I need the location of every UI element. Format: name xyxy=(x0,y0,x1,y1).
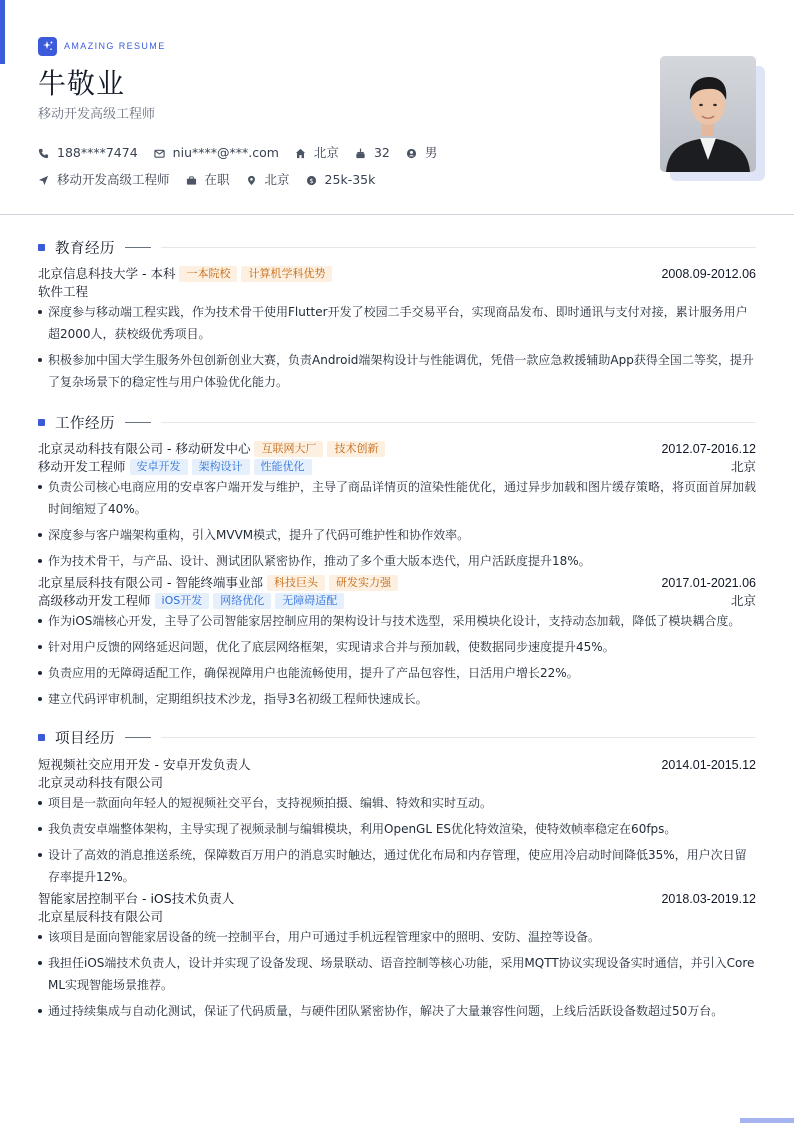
section-education-title xyxy=(38,236,756,258)
skill-tag: 网络优化 xyxy=(213,593,271,609)
user-circle-icon xyxy=(406,148,417,159)
money-icon xyxy=(306,175,317,186)
project-entry-head xyxy=(38,756,756,774)
project-bullets xyxy=(38,926,756,1022)
briefcase-icon xyxy=(186,175,197,186)
education-date: 2008.09-2012.06 xyxy=(661,267,756,281)
brand xyxy=(38,36,758,56)
education-bullets xyxy=(38,301,756,393)
project-name: 智能家居控制平台 - iOS技术负责人 xyxy=(38,891,235,906)
phone-item xyxy=(38,145,138,161)
company-tag: 科技巨头 xyxy=(267,575,325,591)
list-item: 针对用户反馈的网络延迟问题，优化了底层网络框架，实现请求合并与预加载，使数据同步速度提升45%。 xyxy=(38,636,756,658)
project-date: 2014.01-2015.12 xyxy=(661,758,756,772)
job-entry-head xyxy=(38,440,756,458)
list-item: 项目是一款面向年轻人的短视频社交平台，支持视频拍摄、编辑、特效和实时互动。 xyxy=(38,792,756,814)
job-city: 北京 xyxy=(730,459,756,474)
company-name: 北京灵动科技有限公司 - 移动研发中心 xyxy=(38,441,251,456)
list-item: 我负责安卓端整体架构，主导实现了视频录制与编辑模块，利用OpenGL ES优化特效渲染，使特效帧率稳定在60fps。 xyxy=(38,818,756,840)
sparkle-icon xyxy=(38,37,57,56)
school-tag: 计算机学科优势 xyxy=(241,266,332,282)
svg-text:$: $ xyxy=(309,176,314,185)
section-label: 项目经历 xyxy=(55,730,115,747)
job-date: 2012.07-2016.12 xyxy=(661,442,756,456)
skill-tag: 架构设计 xyxy=(192,459,250,475)
major-name: 软件工程 xyxy=(38,284,89,299)
skill-tag: 无障碍适配 xyxy=(275,593,344,609)
status-item xyxy=(186,172,230,188)
section-marker xyxy=(38,734,45,741)
project-name: 短视频社交应用开发 - 安卓开发负责人 xyxy=(38,757,251,772)
gender-item xyxy=(406,145,438,161)
cake-icon xyxy=(355,148,366,159)
gender-text: 男 xyxy=(424,145,438,160)
company-name: 北京星辰科技有限公司 - 智能终端事业部 xyxy=(38,575,263,590)
project-entry-head xyxy=(38,890,756,908)
list-item: 负责应用的无障碍适配工作，确保视障用户也能流畅使用，提升了产品包容性，日活用户增长22%。 xyxy=(38,662,756,684)
status-text: 在职 xyxy=(204,172,230,187)
section-label: 教育经历 xyxy=(55,240,115,257)
project-org: 北京灵动科技有限公司 xyxy=(38,775,164,790)
project-org-row xyxy=(38,908,756,926)
salary-text: 25k-35k xyxy=(324,172,376,187)
phone-icon xyxy=(38,148,49,159)
school-tag: 一本院校 xyxy=(179,266,237,282)
job-role-row xyxy=(38,458,756,476)
avatar xyxy=(660,56,756,172)
brand-text: AMAZING RESUME xyxy=(64,41,166,51)
contact-row xyxy=(38,145,758,161)
job-bullets xyxy=(38,476,756,572)
section-rule-long xyxy=(161,247,756,248)
city-text: 北京 xyxy=(313,145,339,160)
skill-tag: 性能优化 xyxy=(254,459,312,475)
list-item: 设计了高效的消息推送系统，保障数百万用户的消息实时触达，通过优化布局和内存管理，使应用冷启动时间降低35%，用户次日留存率提升12%。 xyxy=(38,844,756,888)
job-bullets xyxy=(38,610,756,710)
list-item: 作为技术骨干，与产品、设计、测试团队紧密协作，推动了多个重大版本迭代，用户活跃度提升18%。 xyxy=(38,550,756,572)
section-rule-short xyxy=(125,247,151,248)
school-name: 北京信息科技大学 - 本科 xyxy=(38,266,176,281)
skill-tag: 安卓开发 xyxy=(130,459,188,475)
salary-item xyxy=(306,172,376,188)
list-item: 我担任iOS端技术负责人，设计并实现了设备发现、场景联动、语音控制等核心功能，采用MQTT协议实现设备实时通信，并引入Core ML实现智能场景推荐。 xyxy=(38,952,756,996)
section-marker xyxy=(38,244,45,251)
list-item: 深度参与客户端架构重构，引入MVVM模式，提升了代码可维护性和协作效率。 xyxy=(38,524,756,546)
project-org: 北京星辰科技有限公司 xyxy=(38,909,164,924)
location-item xyxy=(246,172,290,188)
send-icon xyxy=(38,175,49,186)
email-item xyxy=(154,145,279,161)
list-item: 建立代码评审机制，定期组织技术沙龙，指导3名初级工程师快速成长。 xyxy=(38,688,756,710)
list-item: 深度参与移动端工程实践，作为技术骨干使用Flutter开发了校园二手交易平台，实现商品发布、即时通讯与支付对接，累计服务用户超2000人，获校级优秀项目。 xyxy=(38,301,756,345)
company-tag: 互联网大厂 xyxy=(254,441,323,457)
list-item: 通过持续集成与自动化测试，保证了代码质量，与硬件团队紧密协作，解决了大量兼容性问题，上线后活跃设备数超过50万台。 xyxy=(38,1000,756,1022)
section-work-title xyxy=(38,411,756,433)
job-role-row xyxy=(38,592,756,610)
section-rule-long xyxy=(161,422,756,423)
section-rule-long xyxy=(161,737,756,738)
resume-body xyxy=(38,236,756,1022)
list-item: 作为iOS端核心开发，主导了公司智能家居控制应用的架构设计与技术选型，采用模块化设计，支持动态加载，降低了模块耦合度。 xyxy=(38,610,756,632)
city-item xyxy=(295,145,339,161)
section-rule-short xyxy=(125,422,151,423)
section-marker xyxy=(38,419,45,426)
job-entry xyxy=(38,574,756,710)
job-entry xyxy=(38,440,756,572)
home-icon xyxy=(295,148,306,159)
list-item: 负责公司核心电商应用的安卓客户端开发与维护，主导了商品详情页的渲染性能优化，通过异步加载和图片缓存策略，将页面首屏加载时间缩短了40%。 xyxy=(38,476,756,520)
position-text: 移动开发高级工程师 xyxy=(57,172,170,187)
position-item xyxy=(38,172,170,188)
map-pin-icon xyxy=(246,175,257,186)
age-item xyxy=(355,145,390,161)
role-name: 移动开发工程师 xyxy=(38,459,126,474)
header-divider xyxy=(0,214,794,215)
company-tag: 技术创新 xyxy=(327,441,385,457)
job-entry-head xyxy=(38,574,756,592)
location-text: 北京 xyxy=(264,172,290,187)
phone-text: 188****7474 xyxy=(57,145,138,160)
project-bullets xyxy=(38,792,756,888)
bottom-accent-bar xyxy=(740,1118,794,1123)
section-label: 工作经历 xyxy=(55,415,115,432)
project-entry xyxy=(38,890,756,1022)
section-projects-title xyxy=(38,726,756,748)
list-item: 该项目是面向智能家居设备的统一控制平台，用户可通过手机远程管理家中的照明、安防、温控等设备。 xyxy=(38,926,756,948)
role-name: 高级移动开发工程师 xyxy=(38,593,151,608)
job-intent-row xyxy=(38,172,758,188)
job-date: 2017.01-2021.06 xyxy=(661,576,756,590)
resume-header xyxy=(38,36,758,188)
email-text: niu****@***.com xyxy=(172,145,279,160)
age-text: 32 xyxy=(373,145,390,160)
skill-tag: iOS开发 xyxy=(155,593,210,609)
profile-photo xyxy=(660,56,766,182)
project-date: 2018.03-2019.12 xyxy=(661,892,756,906)
candidate-title: 移动开发高级工程师 xyxy=(38,107,156,122)
mail-icon xyxy=(154,148,165,159)
section-rule-short xyxy=(125,737,151,738)
left-accent-bar xyxy=(0,0,5,64)
education-entry-head xyxy=(38,265,756,283)
company-tag: 研发实力强 xyxy=(329,575,398,591)
job-city: 北京 xyxy=(730,593,756,608)
candidate-name: 牛敬业 xyxy=(38,67,126,100)
project-org-row xyxy=(38,774,756,792)
project-entry xyxy=(38,756,756,888)
education-major-row xyxy=(38,283,756,301)
list-item: 积极参加中国大学生服务外包创新创业大赛，负责Android端架构设计与性能调优，凭借一款应急救援辅助App获得全国二等奖，提升了复杂场景下的稳定性与用户体验优化能力。 xyxy=(38,349,756,393)
